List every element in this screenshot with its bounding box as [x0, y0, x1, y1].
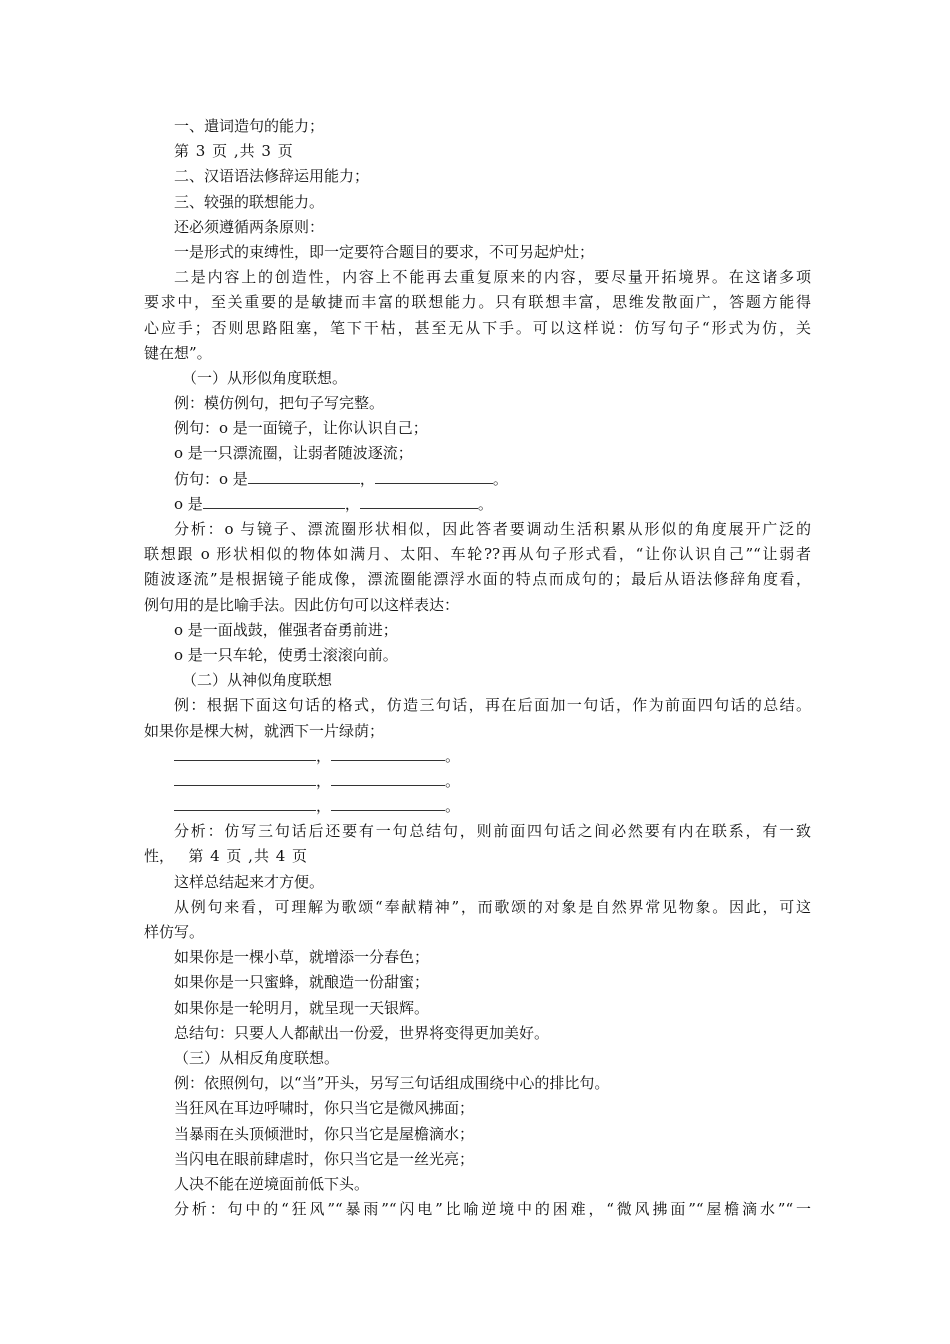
page-number: 第 4 页 ,共 4 页 — [188, 847, 309, 866]
punctuation: ， — [359, 469, 375, 488]
text-line: 要求中，至关重要的是敏捷而丰富的联想能力。只有联想丰富，思维发散面广，答题方能得 — [144, 293, 811, 312]
answer-blank — [174, 746, 316, 761]
text-line-with-page-number — [144, 844, 811, 869]
text-line: 分析：仿写三句话后还要有一句总结句，则前面四句话之间必然要有内在联系，有一致 — [174, 822, 811, 841]
text-line: 分析：句中的“狂风”“暴雨”“闪电”比喻逆境中的困难，“微风拂面”“屋檐滴水”“一 — [174, 1200, 811, 1219]
fill-in-line — [144, 769, 811, 794]
punctuation: 。 — [477, 494, 493, 513]
punctuation: 。 — [492, 469, 508, 488]
fill-in-line — [144, 794, 811, 819]
text-line: 例句：o 是一面镜子，让你认识自己； — [174, 419, 428, 438]
text-line: 如果你是棵大树，就洒下一片绿荫； — [144, 721, 385, 740]
text-line: 总结句：只要人人都献出一份爱，世界将变得更加美好。 — [174, 1023, 550, 1042]
punctuation: ， — [344, 494, 360, 513]
section-heading: （一）从形似角度联想。 — [182, 368, 348, 387]
text-line: 如果你是一只蜜蜂，就酿造一份甜蜜； — [174, 973, 430, 992]
text-line: 二是内容上的创造性，内容上不能再去重复原来的内容，要尽量开拓境界。在这诸多项 — [174, 268, 811, 287]
fill-in-line — [144, 467, 811, 492]
text-line: 一是形式的束缚性，即一定要符合题目的要求，不可另起炉灶； — [174, 242, 595, 261]
punctuation: ， — [316, 746, 332, 765]
answer-blank — [375, 469, 493, 484]
text-line: 例：根据下面这句话的格式，仿造三句话，再在后面加一句话，作为前面四句话的总结。 — [174, 696, 811, 715]
text-line: o 是一只漂流圈，让弱者随波逐流； — [174, 444, 413, 463]
text-line: 当暴雨在头顶倾泄时，你只当它是屋檐滴水； — [174, 1124, 475, 1143]
text-line: 人决不能在逆境面前低下头。 — [174, 1174, 370, 1193]
text-fragment: 仿句：o 是 — [174, 469, 248, 488]
text-line: 当狂风在耳边呼啸时，你只当它是微风拂面； — [174, 1099, 475, 1118]
text-line: 心应手；否则思路阻塞，笔下干枯，甚至无从下手。可以这样说：仿写句子“形式为仿，关 — [144, 318, 811, 337]
punctuation: ， — [316, 797, 332, 816]
text-line: 如果你是一棵小草，就增添一分春色； — [174, 948, 430, 967]
text-line: 从例句来看，可理解为歌颂“奉献精神”，而歌颂的对象是自然界常见物象。因此，可这 — [174, 897, 811, 916]
answer-blank — [331, 771, 445, 786]
punctuation: ， — [316, 771, 332, 790]
fill-in-line — [144, 492, 811, 517]
text-fragment: o 是 — [174, 494, 203, 513]
text-line: 例：依照例句，以“当”开头，另写三句话组成围绕中心的排比句。 — [174, 1074, 610, 1093]
text-line: 例句用的是比喻手法。因此仿句可以这样表达： — [144, 595, 460, 614]
text-line: 三、较强的联想能力。 — [174, 192, 325, 211]
answer-blank — [331, 796, 445, 811]
answer-blank — [248, 469, 360, 484]
text-line: o 是一面战鼓，催强者奋勇前进； — [174, 620, 398, 639]
punctuation: 。 — [445, 797, 461, 816]
section-heading: （二）从神似角度联想 — [182, 671, 333, 690]
text-line: 键在想”。 — [144, 343, 212, 362]
text-line: 例：模仿例句，把句子写完整。 — [174, 394, 385, 413]
punctuation: 。 — [445, 771, 461, 790]
text-line: 样仿写。 — [144, 923, 205, 941]
answer-blank — [174, 771, 316, 786]
section-heading: （三）从相反角度联想。 — [174, 1048, 340, 1067]
text-line: 如果你是一轮明月，就呈现一天银辉。 — [174, 998, 430, 1017]
page-number: 第 3 页 ,共 3 页 — [174, 142, 294, 161]
fill-in-line — [144, 744, 811, 769]
text-line: 随波逐流”是根据镜子能成像，漂流圈能漂浮水面的特点而成句的；最后从语法修辞角度看， — [144, 570, 811, 589]
text-line: 还必须遵循两条原则： — [174, 217, 325, 236]
text-line: 二、汉语语法修辞运用能力； — [174, 167, 370, 186]
answer-blank — [174, 796, 316, 811]
answer-blank — [203, 494, 345, 509]
punctuation: 。 — [445, 746, 461, 765]
text-line: 一、遣词造句的能力； — [174, 117, 325, 135]
text-line: 联想跟 o 形状相似的物体如满月、太阳、车轮??再从句子形式看，“让你认识自己”“让弱者 — [144, 545, 811, 564]
text-line: o 是一只车轮，使勇士滚滚向前。 — [174, 645, 398, 664]
answer-blank — [331, 746, 445, 761]
text-fragment: 性， — [144, 847, 175, 866]
text-line: 当闪电在眼前肆虐时，你只当它是一丝光亮； — [174, 1149, 475, 1168]
text-line: 这样总结起来才方便。 — [174, 872, 325, 891]
answer-blank — [360, 494, 478, 509]
text-line: 分析：o 与镜子、漂流圈形状相似，因此答者要调动生活积累从形似的角度展开广泛的 — [174, 520, 811, 538]
